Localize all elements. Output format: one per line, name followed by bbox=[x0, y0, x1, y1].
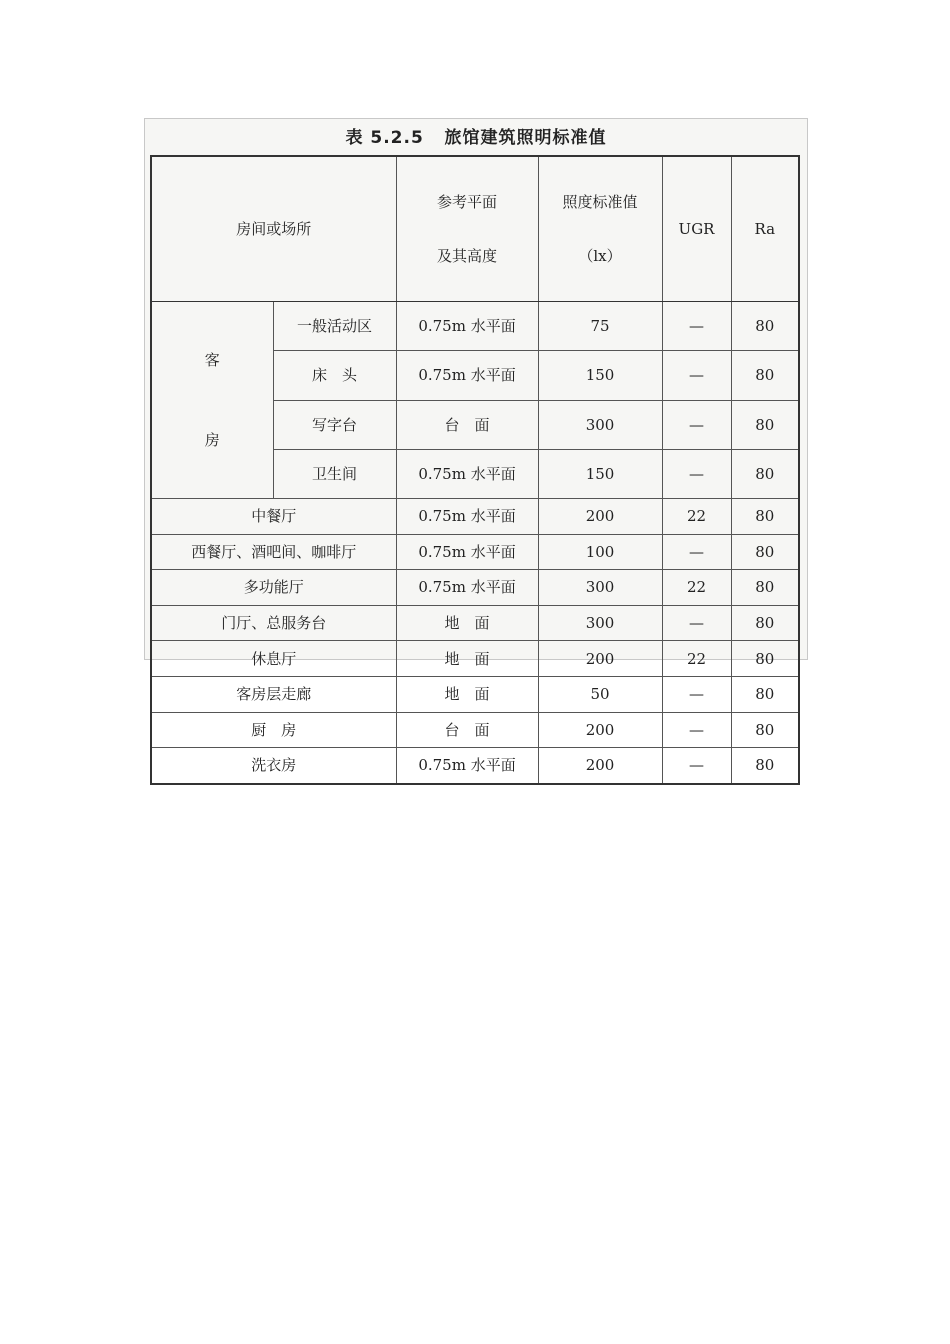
ra-cell: 80 bbox=[731, 449, 799, 498]
ugr-cell: — bbox=[662, 302, 731, 351]
ra-cell: 80 bbox=[731, 641, 799, 677]
table-row bbox=[151, 641, 799, 677]
ugr-cell: 22 bbox=[662, 570, 731, 606]
ra-cell: 80 bbox=[731, 534, 799, 570]
lux-cell: 300 bbox=[538, 400, 662, 449]
room-cell: 门厅、总服务台 bbox=[151, 605, 396, 641]
room-cell: 休息厅 bbox=[151, 641, 396, 677]
plane-cell: 0.75m 水平面 bbox=[396, 534, 538, 570]
lux-cell: 150 bbox=[538, 351, 662, 400]
sub-room-cell: 写字台 bbox=[273, 400, 396, 449]
ugr-cell: 22 bbox=[662, 641, 731, 677]
plane-cell: 0.75m 水平面 bbox=[396, 499, 538, 535]
room-cell: 中餐厅 bbox=[151, 499, 396, 535]
sub-room-cell: 床 头 bbox=[273, 351, 396, 400]
guest-room-label bbox=[151, 302, 273, 499]
header-plane bbox=[396, 156, 538, 302]
plane-cell: 0.75m 水平面 bbox=[396, 302, 538, 351]
lux-cell: 100 bbox=[538, 534, 662, 570]
plane-cell: 0.75m 水平面 bbox=[396, 351, 538, 400]
header-room: 房间或场所 bbox=[151, 156, 396, 302]
table-row bbox=[151, 605, 799, 641]
plane-cell: 台 面 bbox=[396, 712, 538, 748]
ra-cell: 80 bbox=[731, 351, 799, 400]
plane-cell: 地 面 bbox=[396, 676, 538, 712]
ra-cell: 80 bbox=[731, 605, 799, 641]
room-cell: 西餐厅、酒吧间、咖啡厅 bbox=[151, 534, 396, 570]
header-lux bbox=[538, 156, 662, 302]
room-cell: 多功能厅 bbox=[151, 570, 396, 606]
room-cell: 厨 房 bbox=[151, 712, 396, 748]
table-row bbox=[151, 499, 799, 535]
plane-cell: 0.75m 水平面 bbox=[396, 570, 538, 606]
lux-cell: 200 bbox=[538, 499, 662, 535]
header-plane-line2: 及其高度 bbox=[437, 247, 498, 265]
lux-cell: 50 bbox=[538, 676, 662, 712]
guest-room-label-char2: 房 bbox=[204, 431, 220, 449]
plane-cell: 0.75m 水平面 bbox=[396, 748, 538, 784]
ra-cell: 80 bbox=[731, 499, 799, 535]
plane-cell: 台 面 bbox=[396, 400, 538, 449]
header-ugr: UGR bbox=[662, 156, 731, 302]
plane-cell: 地 面 bbox=[396, 605, 538, 641]
plane-cell: 地 面 bbox=[396, 641, 538, 677]
header-ra: Ra bbox=[731, 156, 799, 302]
ugr-cell: — bbox=[662, 748, 731, 784]
lux-cell: 75 bbox=[538, 302, 662, 351]
sub-room-cell: 一般活动区 bbox=[273, 302, 396, 351]
table-figure bbox=[144, 118, 808, 775]
ugr-cell: — bbox=[662, 676, 731, 712]
table-row bbox=[151, 712, 799, 748]
ugr-cell: — bbox=[662, 605, 731, 641]
lux-cell: 200 bbox=[538, 748, 662, 784]
ugr-cell: — bbox=[662, 534, 731, 570]
ra-cell: 80 bbox=[731, 302, 799, 351]
ugr-cell: — bbox=[662, 351, 731, 400]
lux-cell: 300 bbox=[538, 605, 662, 641]
ra-cell: 80 bbox=[731, 748, 799, 784]
table-row bbox=[151, 534, 799, 570]
header-lux-line1: 照度标准值 bbox=[562, 193, 638, 211]
header-lux-line2: （lx） bbox=[578, 247, 622, 265]
room-cell: 洗衣房 bbox=[151, 748, 396, 784]
lux-cell: 200 bbox=[538, 712, 662, 748]
table-row bbox=[151, 302, 799, 351]
table-row bbox=[151, 748, 799, 784]
lux-cell: 200 bbox=[538, 641, 662, 677]
header-plane-line1: 参考平面 bbox=[437, 193, 498, 211]
room-cell: 客房层走廊 bbox=[151, 676, 396, 712]
table-title: 表 5.2.5 旅馆建筑照明标准值 bbox=[345, 128, 607, 148]
ra-cell: 80 bbox=[731, 712, 799, 748]
table-row bbox=[151, 570, 799, 606]
header-row bbox=[151, 156, 799, 302]
ra-cell: 80 bbox=[731, 676, 799, 712]
ugr-cell: — bbox=[662, 712, 731, 748]
plane-cell: 0.75m 水平面 bbox=[396, 449, 538, 498]
ugr-cell: 22 bbox=[662, 499, 731, 535]
ra-cell: 80 bbox=[731, 400, 799, 449]
ra-cell: 80 bbox=[731, 570, 799, 606]
table-row bbox=[151, 676, 799, 712]
ugr-cell: — bbox=[662, 449, 731, 498]
sub-room-cell: 卫生间 bbox=[273, 449, 396, 498]
lux-cell: 150 bbox=[538, 449, 662, 498]
guest-room-label-char1: 客 bbox=[204, 351, 220, 369]
ugr-cell: — bbox=[662, 400, 731, 449]
lighting-standard-table bbox=[150, 155, 800, 785]
lux-cell: 300 bbox=[538, 570, 662, 606]
